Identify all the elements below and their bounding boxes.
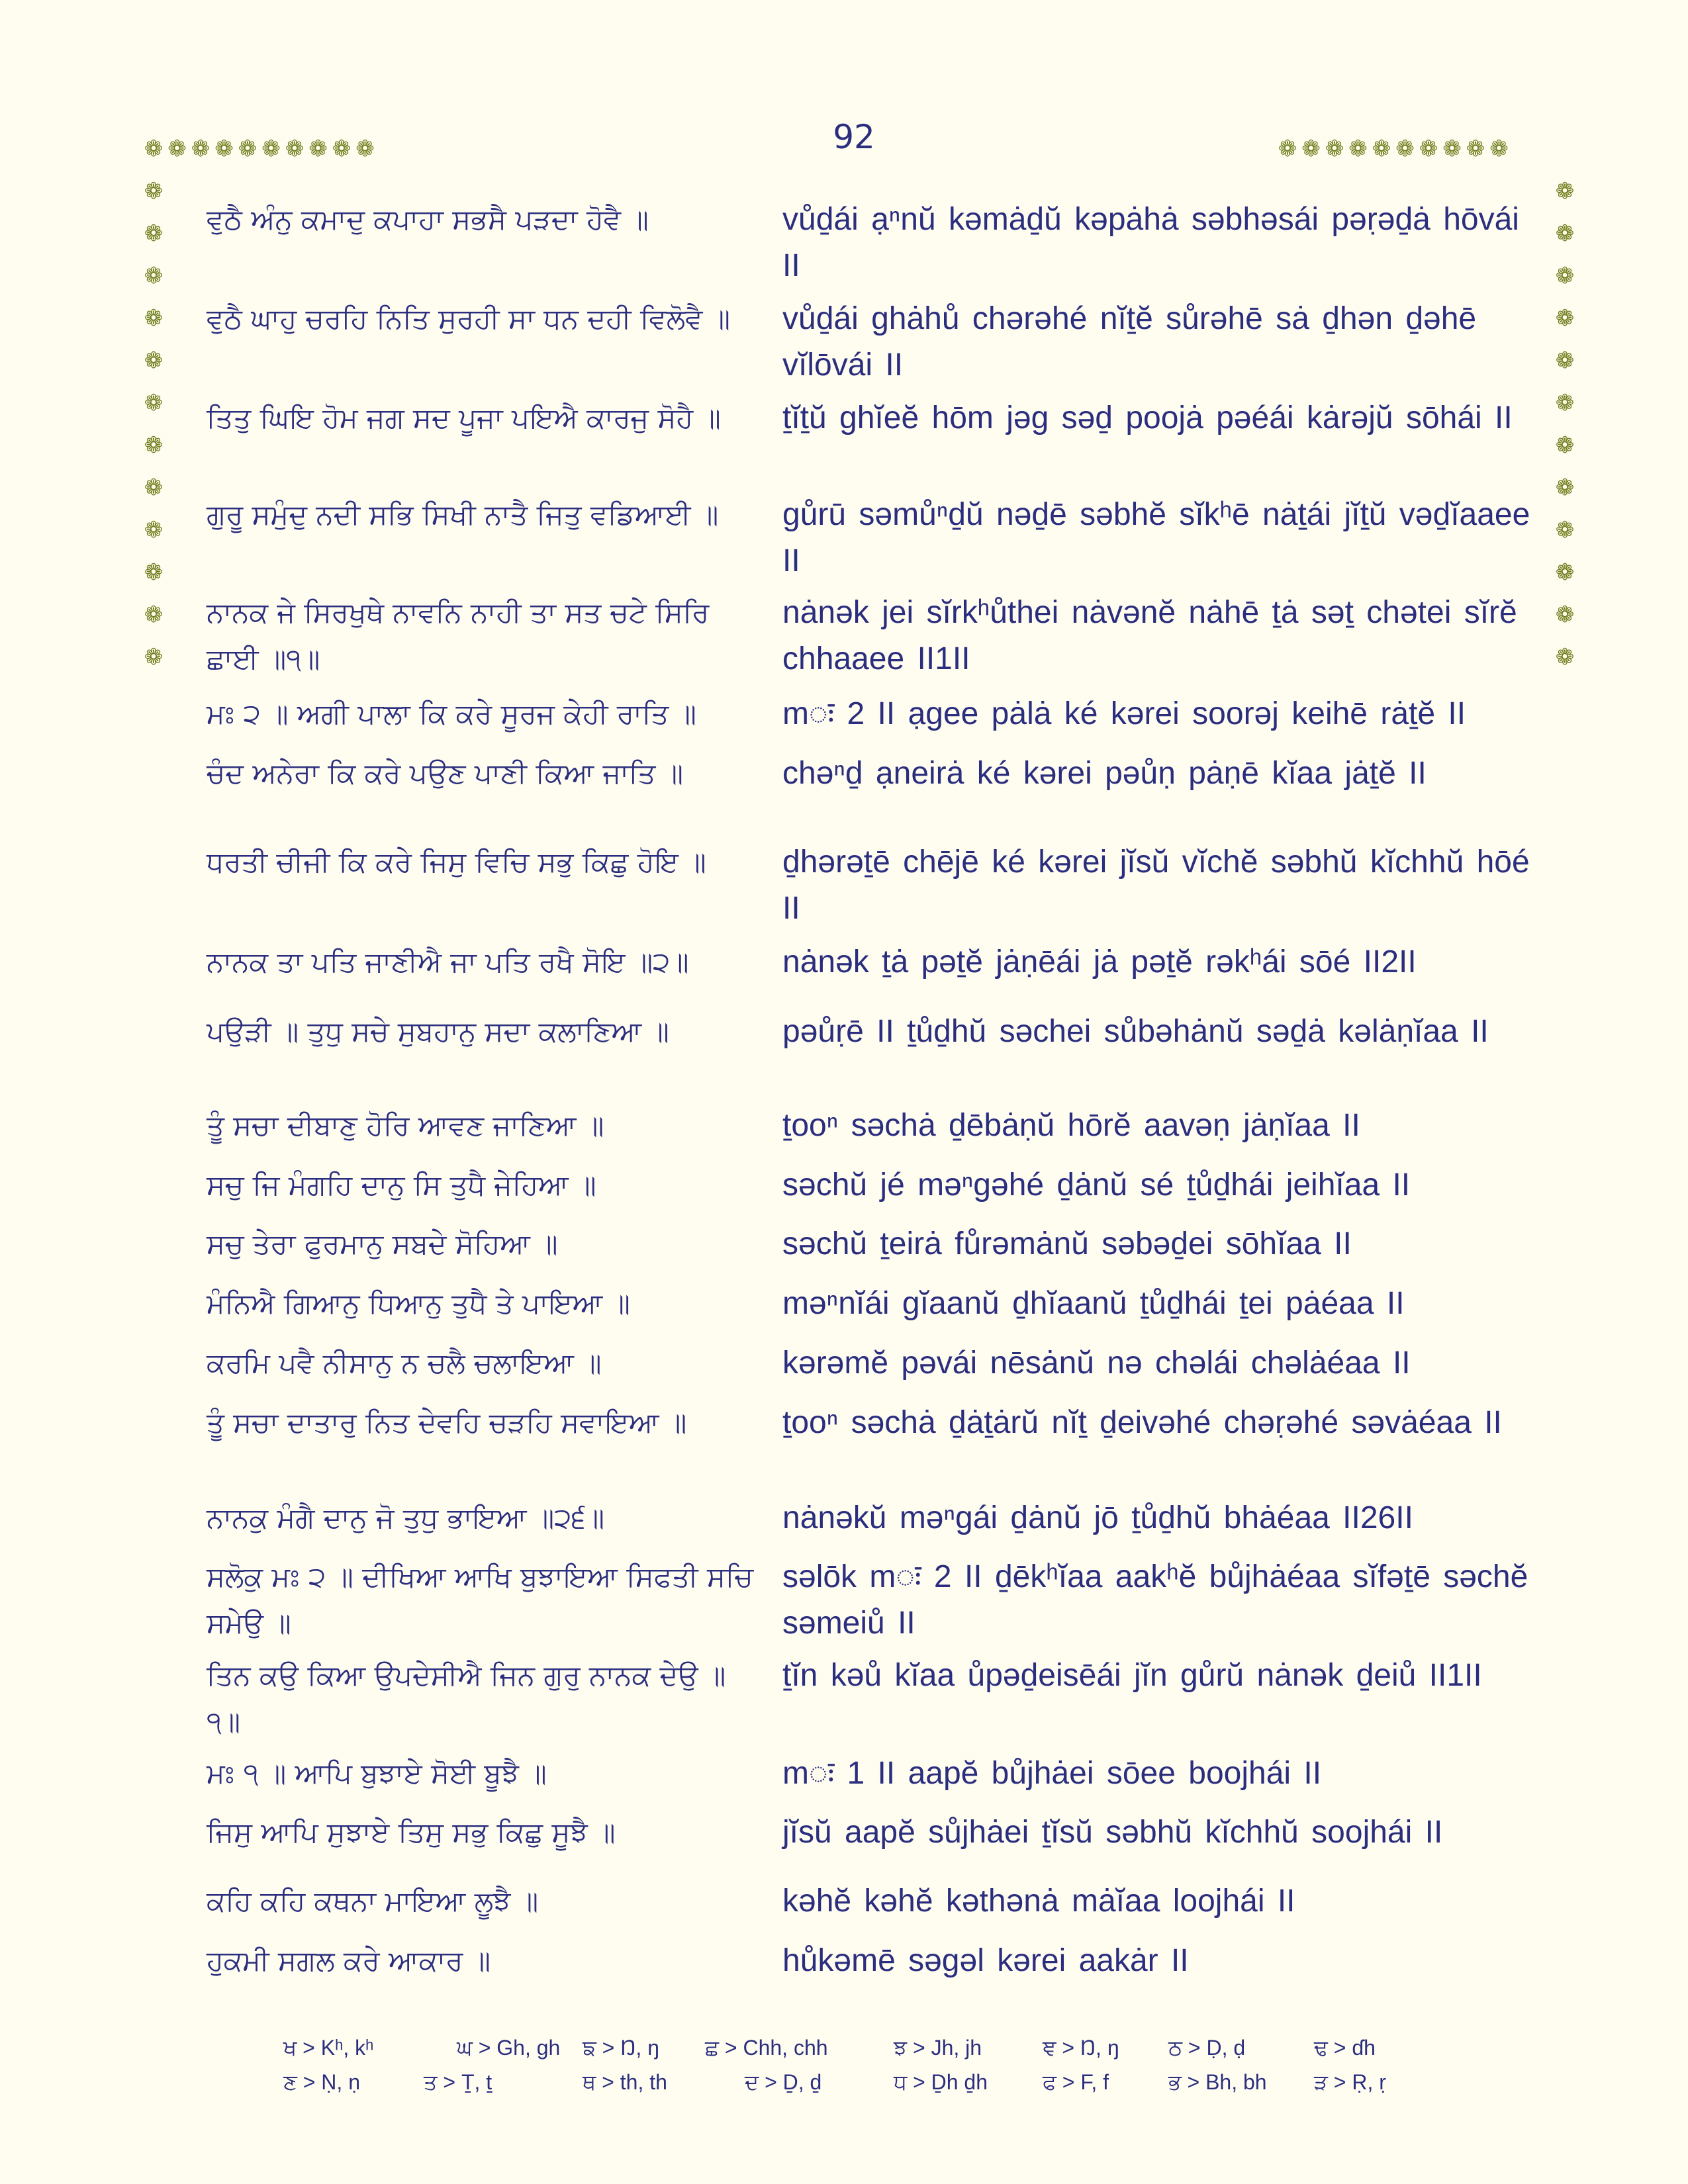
transliteration-line: hůkəmē səgəl kərei aakȧr II — [782, 1943, 1189, 1978]
flower-ornament-icon: ❁ — [261, 136, 281, 162]
flower-ornament-icon: ❁ — [1395, 136, 1415, 162]
gurmukhi-line: ਮਃ ੧ ॥ ਆਪਿ ਬੁਝਾਏ ਸੋਈ ਬੂਝੈ ॥ — [207, 1757, 547, 1790]
gurmukhi-line: ਸਚੁ ਤੇਰਾ ਫੁਰਮਾਨੁ ਸਬਦੇ ਸੋਹਿਆ ॥ — [207, 1228, 558, 1260]
flower-ornament-icon: ❁ — [214, 136, 234, 162]
flower-ornament-icon: ❁ — [1489, 136, 1509, 162]
gurmukhi-line: ਕਹਿ ਕਹਿ ਕਥਨਾ ਮਾਇਆ ਲੂਝੈ ॥ — [207, 1885, 539, 1917]
flower-ornament-icon: ❁ — [1555, 475, 1575, 501]
flower-ornament-icon: ❁ — [144, 178, 164, 205]
flower-ornament-icon: ❁ — [144, 305, 164, 332]
gurmukhi-line: ਗੁਰੂ ਸਮੁੰਦੁ ਨਦੀ ਸਭਿ ਸਿਖੀ ਨਾਤੈ ਜਿਤੁ ਵਡਿਆਈ ॥ — [207, 498, 719, 531]
flower-ornament-icon: ❁ — [1555, 178, 1575, 205]
flower-ornament-icon: ❁ — [1419, 136, 1438, 162]
legend-entry: ਤ > Ṯ, ṯ — [424, 2070, 492, 2094]
flower-ornament-icon: ❁ — [144, 220, 164, 247]
flower-ornament-icon: ❁ — [144, 263, 164, 289]
flower-ornament-icon: ❁ — [144, 432, 164, 459]
transliteration-line: jĭsŭ aapĕ sůjhȧei ṯĭsŭ səbhŭ kĭchhŭ soojhái II — [782, 1815, 1443, 1850]
flower-ornament-icon: ❁ — [308, 136, 328, 162]
gurmukhi-line: ਜਿਸੁ ਆਪਿ ਸੁਝਾਏ ਤਿਸੁ ਸਭੁ ਕਿਛੁ ਸੂਝੈ ॥ — [207, 1816, 616, 1848]
flower-ornament-icon: ❁ — [144, 390, 164, 416]
transliteration-line: mः 1 II aapĕ bůjhȧei sōee boojhái II — [782, 1756, 1322, 1791]
legend-entry: ਢ > ɗh — [1314, 2036, 1376, 2060]
flower-ornament-icon: ❁ — [1301, 136, 1321, 162]
transliteration-line: səlōk mः 2 II ḏēkʰĭaa aakʰĕ bůjhȧéaa sĭfəṯē səchĕ səmeiů II — [782, 1559, 1528, 1641]
transliteration-line: chəⁿḏ ạneirȧ ké kərei pəůṇ pȧṇē kĭaa jȧṯĕ II — [782, 756, 1427, 791]
transliteration-line: kərəmĕ pəvái nēsȧnŭ nə chəlái chəlȧéaa II — [782, 1345, 1411, 1381]
flower-ornament-icon: ❁ — [1442, 136, 1462, 162]
legend-entry: ਝ > Jh, jh — [894, 2036, 982, 2060]
transliteration-line: ṯĭṯŭ ghĭeĕ hōm jəg səḏ poojȧ pəéái kȧrəjŭ sōhái II — [782, 400, 1513, 435]
flower-ornament-icon: ❁ — [144, 136, 164, 162]
flower-ornament-icon: ❁ — [191, 136, 211, 162]
legend-entry: ਘ > Gh, gh — [457, 2036, 561, 2060]
transliteration-line: kəhĕ kəhĕ kəthənȧ mȧĭaa loojhái II — [782, 1884, 1295, 1919]
legend-entry: ਥ > th, th — [583, 2070, 667, 2094]
transliteration-line: pəůṛē II ṯůḏhŭ səchei sůbəhȧnŭ səḏȧ kəlȧṇĭaa II — [782, 1014, 1489, 1049]
gurmukhi-line: ਕਰਮਿ ਪਵੈ ਨੀਸਾਨੁ ਨ ਚਲੈ ਚਲਾਇਆ ॥ — [207, 1347, 602, 1379]
flower-ornament-icon: ❁ — [332, 136, 352, 162]
legend-entry: ਧ > Ḏh ḏh — [894, 2070, 988, 2094]
legend-entry: ਙ > Ŋ, ŋ — [583, 2036, 659, 2060]
transliteration-line: nȧnəkŭ məⁿgái ḏȧnŭ jō ṯůḏhŭ bhȧéaa II26II — [782, 1500, 1413, 1535]
transliteration-line: səchŭ jé məⁿgəhé ḏȧnŭ sé ṯůḏhái jeihĭaa II — [782, 1167, 1411, 1203]
gurmukhi-line: ਮੰਨਿਐ ਗਿਆਨੁ ਧਿਆਨੁ ਤੁਧੈ ਤੇ ਪਾਇਆ ॥ — [207, 1287, 630, 1320]
flower-ornament-icon: ❁ — [1555, 263, 1575, 289]
gurmukhi-line: ਤੂੰ ਸਚਾ ਦਾਤਾਰੁ ਨਿਤ ਦੇਵਹਿ ਚੜਹਿ ਸਵਾਇਆ ॥ — [207, 1406, 687, 1439]
flower-ornament-icon: ❁ — [167, 136, 187, 162]
legend-entry: ਭ > Bh, bh — [1168, 2070, 1267, 2094]
gurmukhi-line: ਵੁਠੈ ਅੰਨੁ ਕਮਾਦੁ ਕਪਾਹਾ ਸਭਸੈ ਪੜਦਾ ਹੋਵੈ ॥ — [207, 203, 649, 236]
transliteration-line: ḏhərəṯē chējē ké kərei jĭsŭ vĭchĕ səbhŭ kĭchhŭ hōé II — [782, 844, 1530, 926]
flower-ornament-icon: ❁ — [1555, 305, 1575, 332]
legend-entry: ਞ > Ŋ, ŋ — [1043, 2036, 1119, 2060]
gurmukhi-line: ਹੁਕਮੀ ਸਗਲ ਕਰੇ ਆਕਾਰ ॥ — [207, 1944, 491, 1977]
gurmukhi-line: ਸਚੁ ਜਿ ਮੰਗਹਿ ਦਾਨੁ ਸਿ ਤੁਧੈ ਜੇਹਿਆ ॥ — [207, 1169, 596, 1201]
legend-entry: ੜ > Ṛ, ṛ — [1314, 2070, 1386, 2094]
legend-entry: ਠ > Ḍ, ḍ — [1168, 2036, 1246, 2060]
flower-ornament-icon: ❁ — [144, 475, 164, 501]
gurmukhi-line: ਚੰਦ ਅਨੇਰਾ ਕਿ ਕਰੇ ਪਉਣ ਪਾਣੀ ਕਿਆ ਜਾਤਿ ॥ — [207, 757, 684, 790]
gurmukhi-line: ਤਿਤੁ ਘਿਇ ਹੋਮ ਜਗ ਸਦ ਪੂਜਾ ਪਇਐ ਕਾਰਜੁ ਸੋਹੈ ॥ — [207, 402, 721, 434]
transliteration-line: məⁿnĭái gĭaanŭ ḏhĭaanŭ ṯůḏhái ṯei pȧéaa II — [782, 1286, 1405, 1321]
transliteration-line: səchŭ ṯeirȧ fůrəmȧnŭ səbəḏei sōhĭaa II — [782, 1226, 1352, 1261]
flower-ornament-icon: ❁ — [144, 517, 164, 543]
transliteration-line: vůḏái ghȧhů chərəhé nĭṯĕ sůrəhē sȧ ḏhən ḏəhē vĭlōvái II — [782, 301, 1477, 383]
legend-entry: ਖ > Kʰ, kʰ — [283, 2036, 374, 2060]
transliteration-line: mः 2 II ạgee pȧlȧ ké kərei soorəj keihē rȧṯĕ II — [782, 696, 1466, 731]
gurmukhi-line: ਧਰਤੀ ਚੀਜੀ ਕਿ ਕਰੇ ਜਿਸੁ ਵਿਚਿ ਸਭੁ ਕਿਛੁ ਹੋਇ ॥ — [207, 846, 706, 878]
flower-ornament-icon: ❁ — [1372, 136, 1391, 162]
gurmukhi-line: ਨਾਨਕ ਤਾ ਪਤਿ ਜਾਣੀਐ ਜਾ ਪਤਿ ਰਖੈ ਸੋਇ ॥੨॥ — [207, 946, 689, 978]
gurmukhi-line: ਵੁਠੈ ਘਾਹੁ ਚਰਹਿ ਨਿਤਿ ਸੁਰਹੀ ਸਾ ਧਨ ਦਹੀ ਵਿਲੋਵੈ ॥ — [207, 302, 731, 335]
transliteration-line: ṯooⁿ səchȧ ḏēbȧṇŭ hōrĕ aavəṇ jȧṇĭaa II — [782, 1108, 1360, 1143]
transliteration-line: nȧnək jei sĭrkʰůthei nȧvənĕ nȧhē ṯȧ səṯ chətei sĭrĕ chhaaee II1II — [782, 595, 1517, 676]
flower-ornament-icon: ❁ — [144, 602, 164, 628]
gurmukhi-line: ਪਉੜੀ ॥ ਤੁਧੁ ਸਚੇ ਸੁਬਹਾਨੁ ਸਦਾ ਕਲਾਣਿਆ ॥ — [207, 1015, 669, 1048]
flower-ornament-icon: ❁ — [1555, 602, 1575, 628]
transliteration-line: gůrū səmůⁿḏŭ nəḏē səbhĕ sĭkʰē nȧṯái jĭṯŭ vəḏĭaaee II — [782, 497, 1530, 578]
gurmukhi-line: ਸਲੋਕੁ ਮਃ ੨ ॥ ਦੀਖਿਆ ਆਖਿ ਬੁਝਾਇਆ ਸਿਫਤੀ ਸਚਿ ਸਮੇਉ ॥ — [207, 1561, 753, 1639]
gurmukhi-line: ਨਾਨਕ ਜੇ ਸਿਰਖੁਥੇ ਨਾਵਨਿ ਨਾਹੀ ਤਾ ਸਤ ਚਟੇ ਸਿਰਿ ਛਾਈ ॥੧॥ — [207, 596, 710, 675]
transliteration-line: nȧnək ṯȧ pəṯĕ jȧṇēái jȧ pəṯĕ rəkʰái sōé II2II — [782, 944, 1417, 979]
transliteration-line: ṯĭn kəů kĭaa ůpəḏeisēái jĭn gůrŭ nȧnək ḏeiů II1II — [782, 1658, 1482, 1693]
flower-ornament-icon: ❁ — [1555, 517, 1575, 543]
flower-ornament-icon: ❁ — [1555, 220, 1575, 247]
flower-ornament-icon: ❁ — [1278, 136, 1297, 162]
flower-ornament-icon: ❁ — [1555, 347, 1575, 374]
flower-ornament-icon: ❁ — [144, 559, 164, 586]
gurmukhi-line: ਤਿਨ ਕਉ ਕਿਆ ਉਪਦੇਸੀਐ ਜਿਨ ਗੁਰੁ ਨਾਨਕ ਦੇਉ ॥੧॥ — [207, 1659, 726, 1738]
flower-ornament-icon: ❁ — [144, 644, 164, 670]
flower-ornament-icon: ❁ — [1466, 136, 1485, 162]
transliteration-line: vůḏái ạⁿnŭ kəmȧḏŭ kəpȧhȧ səbhəsái pəṛəḏȧ hōvái II — [782, 202, 1519, 283]
flower-ornament-icon: ❁ — [1555, 644, 1575, 670]
transliteration-legend — [0, 2032, 1688, 2105]
flower-ornament-icon: ❁ — [238, 136, 258, 162]
transliteration-line: ṯooⁿ səchȧ ḏȧṯȧrŭ nĭṯ ḏeivəhé chəṛəhé səvȧéaa II — [782, 1405, 1502, 1440]
page-number: 92 — [833, 118, 875, 156]
flower-ornament-icon: ❁ — [1555, 432, 1575, 459]
flower-ornament-icon: ❁ — [355, 136, 375, 162]
legend-entry: ਫ > F, f — [1043, 2070, 1109, 2094]
legend-entry: ਛ > Chh, chh — [705, 2036, 828, 2060]
flower-ornament-icon: ❁ — [1348, 136, 1368, 162]
gurmukhi-line: ਤੂੰ ਸਚਾ ਦੀਬਾਣੁ ਹੋਰਿ ਆਵਣ ਜਾਣਿਆ ॥ — [207, 1109, 604, 1142]
legend-entry: ਦ > Ḏ, ḏ — [745, 2070, 822, 2094]
gurmukhi-line: ਨਾਨਕੁ ਮੰਗੈ ਦਾਨੁ ਜੋ ਤੁਧੁ ਭਾਇਆ ॥੨੬॥ — [207, 1502, 605, 1534]
flower-ornament-icon: ❁ — [285, 136, 305, 162]
flower-ornament-icon: ❁ — [1325, 136, 1344, 162]
legend-entry: ਣ > Ṇ, ṇ — [283, 2070, 360, 2094]
flower-ornament-icon: ❁ — [1555, 390, 1575, 416]
gurmukhi-line: ਮਃ ੨ ॥ ਅਗੀ ਪਾਲਾ ਕਿ ਕਰੇ ਸੂਰਜ ਕੇਹੀ ਰਾਤਿ ॥ — [207, 698, 696, 730]
flower-ornament-icon: ❁ — [144, 347, 164, 374]
flower-ornament-icon: ❁ — [1555, 559, 1575, 586]
